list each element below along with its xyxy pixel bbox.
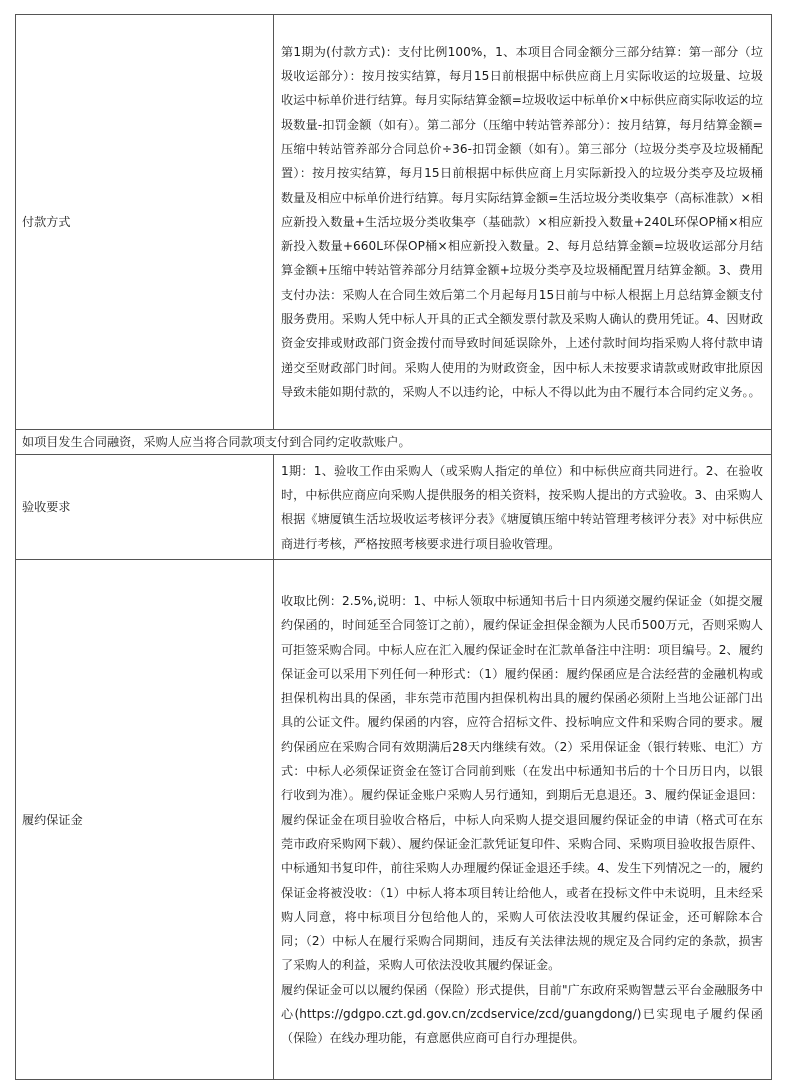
bond-label: 履约保证金: [16, 560, 274, 1080]
bond-note: 履约保证金可以以履约保函（保险）形式提供，目前"广东政府采购智慧云平台金融服务中心(https://gdgpo.czt.gd.gov.cn/zcdservice/zcd/guangdong/)已实现电子履约保函（保险）在线办理功能，有意愿供应商可自行办理提供。: [281, 982, 763, 1046]
payment-row: [16, 15, 772, 430]
payment-label: 付款方式: [16, 15, 274, 430]
acceptance-row: [16, 455, 772, 560]
payment-content: 第1期为(付款方式)：支付比例100%，1、本项目合同金额分三部分结算：第一部分（垃圾收运部分）：按月按实结算，每月15日前根据中标供应商上月实际收运的垃圾量、垃圾收运中标单价进行结算。每月实际结算金额=垃圾收运中标单价×中标供应商实际收运的垃圾数量-扣罚金额（如有）。第二部分（压缩中转站管养部分）：按月结算，每月结算金额=压缩中转站管养部分合同总价÷36-扣罚金额（如有）。第三部分（垃圾分类亭及垃圾桶配置）：按月按实结算，每月15日前根据中标供应商上月实际新投入的垃圾分类亭及垃圾桶数量及相应中标单价进行结算。每月实际结算金额=生活垃圾分类收集亭（高标准款）×相应新投入数量+生活垃圾分类收集亭（基础款）×相应新投入数量+240L环保OP桶×相应新投入数量+660L环保OP桶×相应新投入数量。2、每月总结算金额=垃圾收运部分月结算金额+压缩中转站管养部分月结算金额+垃圾分类亭及垃圾桶配置月结算金额。3、费用支付办法：采购人在合同生效后第二个月起每月15日前与中标人根据上月总结算金额支付服务费用。采购人凭中标人开具的正式全额发票付款及采购人确认的费用凭证。4、因财政资金安排或财政部门资金拨付而导致时间延误除外，上述付款时间均指采购人将付款申请递交至财政部门时间。采购人使用的为财政资金，因中标人未按要求请款或财政审批原因导致未能如期付款的，采购人不以违约论，中标人不得以此为由不履行本合同约定义务。。: [274, 15, 772, 430]
financing-content: 如项目发生合同融资，采购人应当将合同款项支付到合同约定收款账户。: [16, 430, 772, 455]
contract-terms-table: [15, 14, 772, 1080]
acceptance-label: 验收要求: [16, 455, 274, 560]
bond-cell: [274, 560, 772, 1080]
acceptance-content: 1期：1、验收工作由采购人（或采购人指定的单位）和中标供应商共同进行。2、在验收时，中标供应商应向采购人提供服务的相关资料，按采购人提出的方式验收。3、由采购人根据《塘厦镇生活垃圾收运考核评分表》《塘厦镇压缩中转站管理考核评分表》对中标供应商进行考核，严格按照考核要求进行项目验收管理。: [274, 455, 772, 560]
financing-row: [16, 430, 772, 455]
bond-row: [16, 560, 772, 1080]
bond-content: 收取比例：2.5%,说明：1、中标人领取中标通知书后十日内须递交履约保证金（如提交履约保函的，时间延至合同签订之前），履约保证金担保金额为人民币500万元，否则采购人可拒签采购合同。中标人应在汇入履约保证金时在汇款单备注中注明：项目编号。2、履约保证金可以采用下列任何一种形式：（1）履约保函：履约保函应是合法经营的金融机构或担保机构出具的保函，非东莞市范围内担保机构出具的履约保函必须附上当地公证部门出具的公证文件。履约保函的内容，应符合招标文件、投标响应文件和采购合同的要求。履约保函应在采购合同有效期满后28天内继续有效。（2）采用保证金（银行转账、电汇）方式：中标人必须保证资金在签订合同前到账（在发出中标通知书后的十个日历日内，以银行收到为准）。履约保证金账户采购人另行通知，到期后无息退还。3、履约保证金退回：履约保证金在项目验收合格后，中标人向采购人提交退回履约保证金的申请（格式可在东莞市政府采购网下载）、履约保证金汇款凭证复印件、采购合同、采购项目验收报告原件、中标通知书复印件，前往采购人办理履约保证金退还手续。4、发生下列情况之一的，履约保证金将被没收：（1）中标人将本项目转让给他人，或者在投标文件中未说明，且未经采购人同意，将中标项目分包给他人的，采购人可依法没收其履约保证金，还可解除本合同；（2）中标人在履行采购合同期间，违反有关法律法规的规定及合同约定的条款，损害了采购人的利益，采购人可依法没收其履约保证金。: [281, 593, 763, 973]
